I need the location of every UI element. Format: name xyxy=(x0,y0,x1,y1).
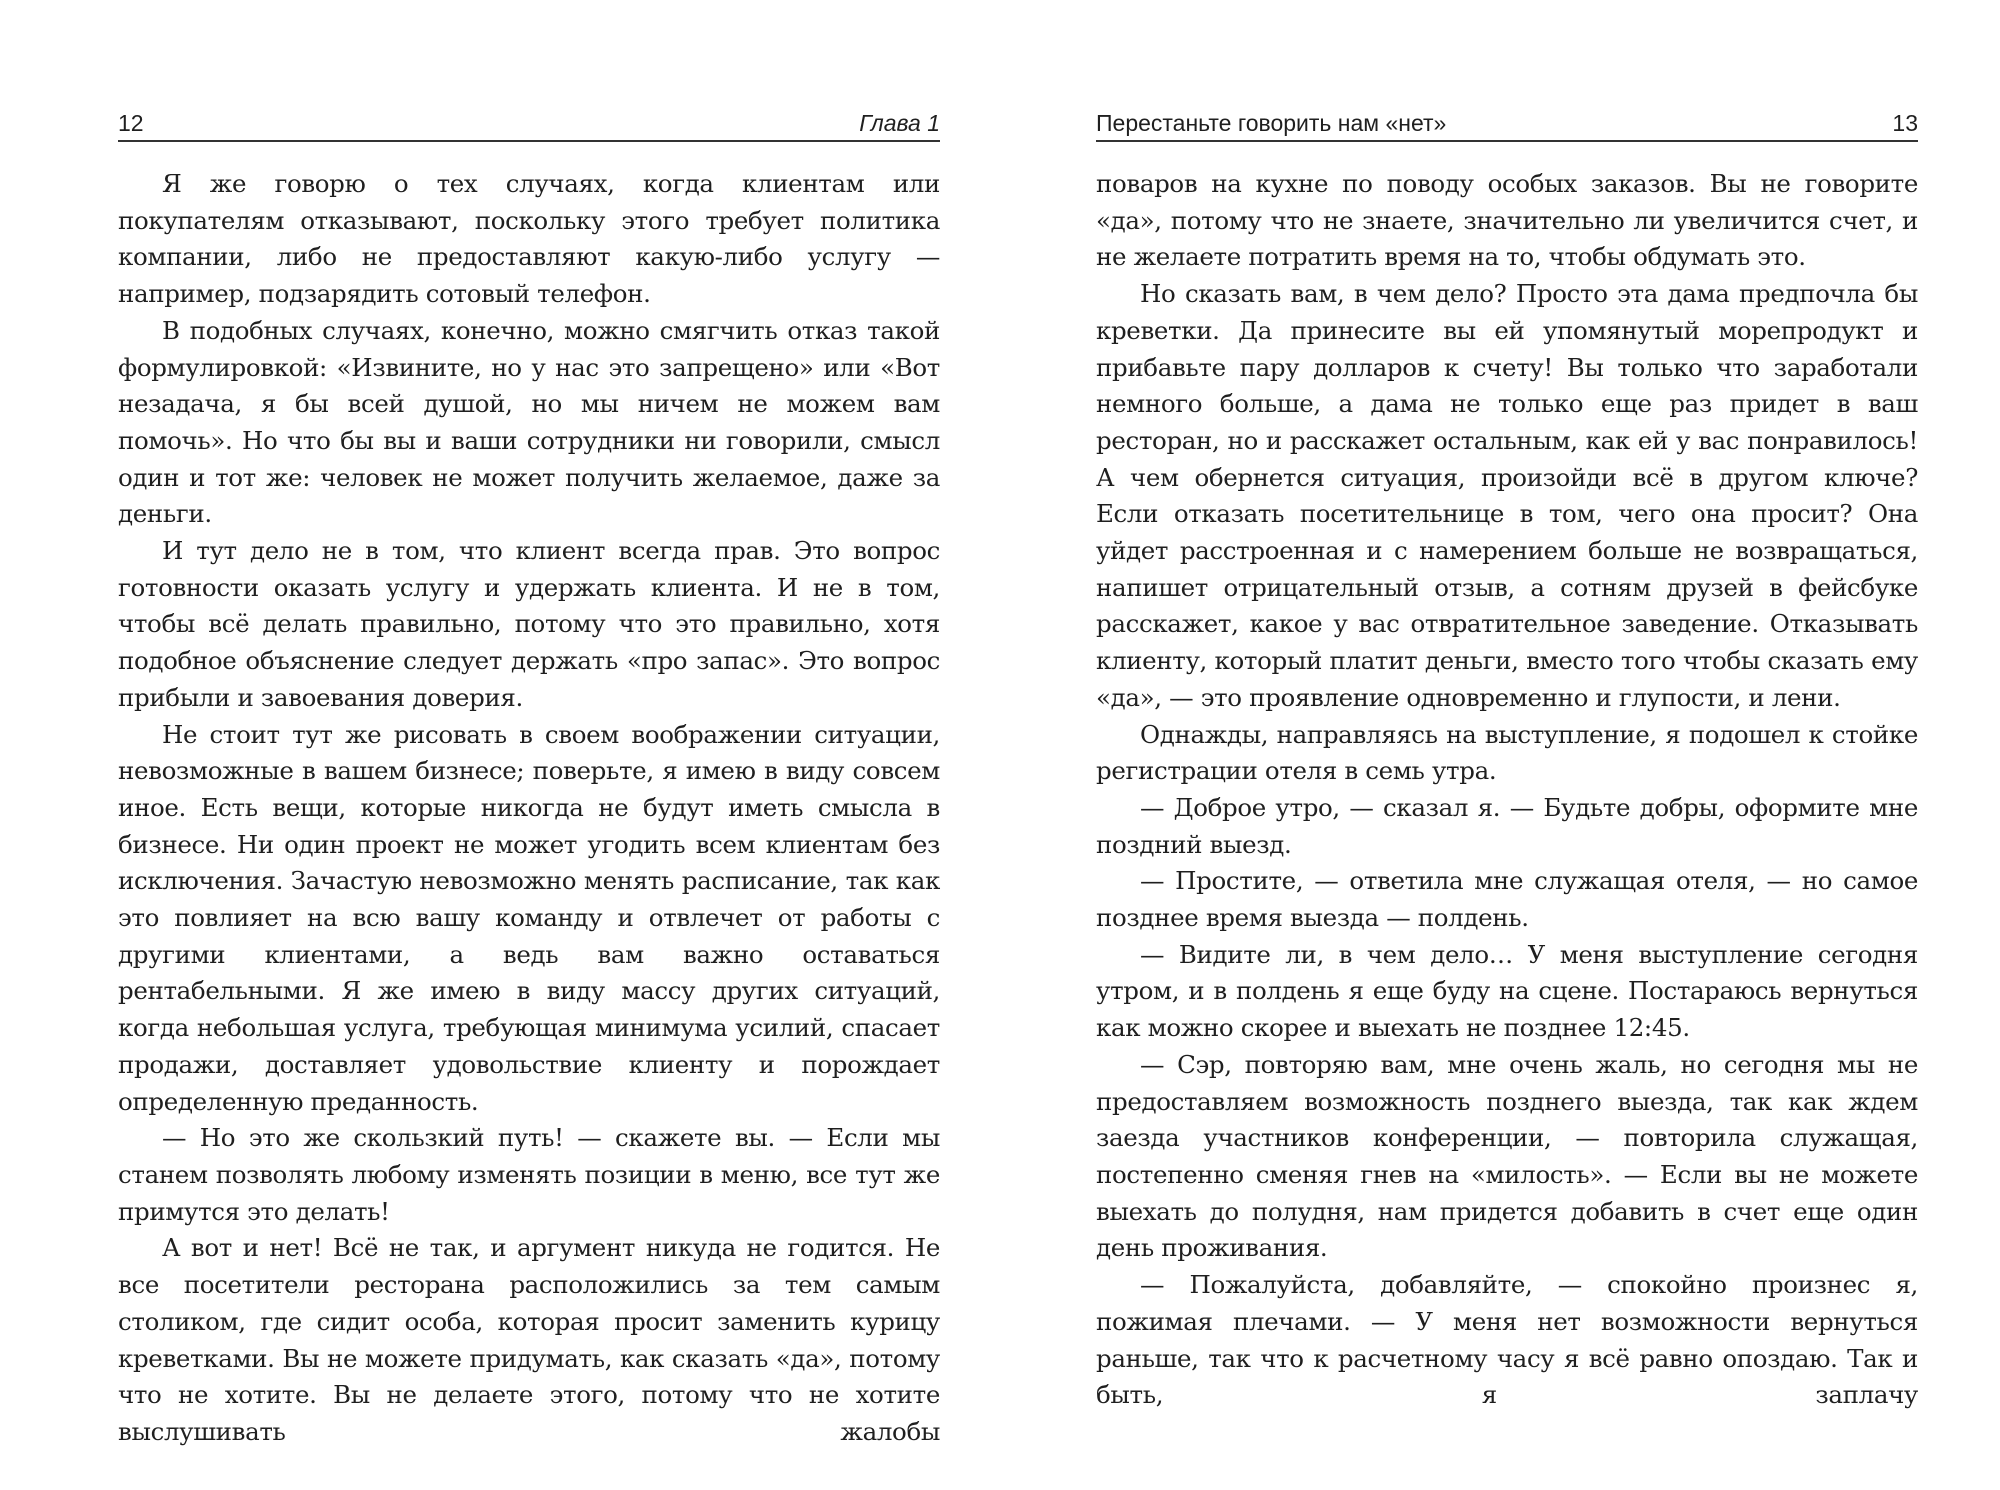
left-page-body xyxy=(118,166,940,1451)
right-running-head: Перестаньте говорить нам «нет» xyxy=(1096,110,1447,136)
paragraph: И тут дело не в том, что клиент всегда прав. Это вопрос готовности оказать услугу и удержать клиента. И не в том, чтобы всё делать правильно, потому что это правильно, хотя подобное объяснение следует держать «про запас». Это вопрос прибыли и завоевания доверия. xyxy=(118,536,940,712)
right-running-header xyxy=(1096,106,1918,142)
left-running-header xyxy=(118,106,940,142)
right-page-number: 13 xyxy=(1892,110,1918,136)
paragraph: Но сказать вам, в чем дело? Просто эта дама предпочла бы креветки. Да принесите вы ей упомянутый морепродукт и прибавьте пару долларов к счету! Вы только что заработали немного больше, а дама не только еще раз придет в ваш ресторан, но и расскажет остальным, как ей у вас понравилось! А чем обернется ситуация, произойди всё в другом ключе? Если отказать посетительнице в том, чего она просит? Она уйдет расстроенная и с намерением больше не возвращаться, напишет отрицательный отзыв, а сотням друзей в фейсбуке расскажет, какое у вас отвратительное заведение. Отказывать клиенту, который платит деньги, вместо того чтобы сказать ему «да», — это проявление одновременно и глупости, и лени. xyxy=(1096,279,1918,712)
left-page-number: 12 xyxy=(118,110,144,136)
paragraph: Однажды, направляясь на выступление, я подошел к стойке регистрации отеля в семь утра. xyxy=(1096,719,1918,786)
paragraph: — Простите, — ответила мне служащая отеля, — но самое позднее время выезда — полдень. xyxy=(1096,866,1918,933)
paragraph: — Доброе утро, — сказал я. — Будьте добры, оформите мне поздний выезд. xyxy=(1096,792,1918,859)
right-page xyxy=(1096,0,1918,1490)
right-page-body xyxy=(1096,166,1918,1414)
paragraph: Не стоит тут же рисовать в своем воображении ситуации, невозможные в вашем бизнесе; поверьте, я имею в виду совсем иное. Есть вещи, которые никогда не будут иметь смысла в бизнесе. Ни один проект не может угодить всем клиентам без исключения. Зачастую невозможно менять расписание, так как это повлияет на всю вашу команду и отвлечет от работы с другими клиентами, а ведь вам важно оставаться рентабельными. Я же имею в виду массу других ситуаций, когда небольшая услуга, требующая минимума усилий, спасает продажи, доставляет удовольствие клиенту и порождает определенную преданность. xyxy=(118,719,940,1116)
paragraph: В подобных случаях, конечно, можно смягчить отказ такой формулировкой: «Извините, но у нас это запрещено» или «Вот незадача, я бы всей душой, но мы ничем не можем вам помочь». Но что бы вы и ваши сотрудники ни говорили, смысл один и тот же: человек не может получить желаемое, даже за деньги. xyxy=(118,315,940,529)
paragraph: А вот и нет! Всё не так, и аргумент никуда не годится. Не все посетители ресторана расположились за тем самым столиком, где сидит особа, которая просит заменить курицу креветками. Вы не можете придумать, как сказать «да», потому что не хотите. Вы не делаете этого, потому что не хотите выслушивать жалобы xyxy=(118,1233,940,1446)
paragraph: — Сэр, повторяю вам, мне очень жаль, но сегодня мы не предоставляем возможность позднего выезда, так как ждем заезда участников конференции, — повторила служащая, постепенно сменяя гнев на «милость». — Если вы не можете выехать до полудня, нам придется добавить в счет еще один день проживания. xyxy=(1096,1049,1918,1263)
paragraph: — Видите ли, в чем дело… У меня выступление сегодня утром, и в полдень я еще буду на сцене. Постараюсь вернуться как можно скорее и выехать не позднее 12:45. xyxy=(1096,939,1918,1043)
paragraph: — Но это же скользкий путь! — скажете вы. — Если мы станем позволять любому изменять позиции в меню, все тут же примутся это делать! xyxy=(118,1123,940,1226)
left-running-head: Глава 1 xyxy=(859,110,940,136)
paragraph: — Пожалуйста, добавляйте, — спокойно произнес я, пожимая плечами. — У меня нет возможности вернуться раньше, так что к расчетному часу я всё равно опоздаю. Так и быть, я заплачу xyxy=(1096,1270,1918,1410)
paragraph: поваров на кухне по поводу особых заказов. Вы не говорите «да», потому что не знаете, значительно ли увеличится счет, и не желаете потратить время на то, чтобы обдумать это. xyxy=(1096,169,1918,272)
paragraph: Я же говорю о тех случаях, когда клиентам или покупателям отказывают, поскольку этого требует политика компании, либо не предоставляют какую-либо услугу — например, подзарядить сотовый телефон. xyxy=(118,169,940,309)
left-page xyxy=(118,0,940,1490)
